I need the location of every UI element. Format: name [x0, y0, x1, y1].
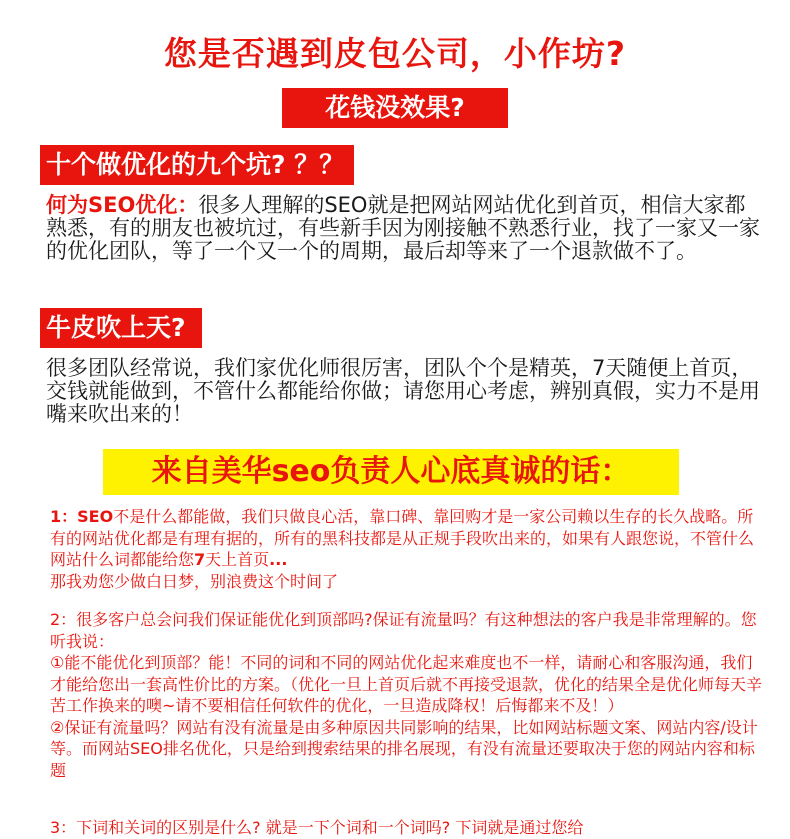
item-1-number: 1：: [50, 507, 78, 526]
item-1-seo: SEO: [77, 507, 114, 526]
page-headline: 您是否遇到皮包公司，小作坊?: [163, 34, 627, 73]
item-2-intro: 2：很多客户总会问我们保证能优化到顶部吗?保证有流量吗？有这种想法的客户我是非常理解的。您听我说：: [50, 610, 757, 651]
item-1-text-c: 那我劝您少做白日梦，别浪费这个时间了: [50, 571, 339, 591]
banner-bragging: 牛皮吹上天?: [40, 308, 202, 348]
item-1-text-b: 天上首页: [205, 550, 270, 569]
item-3-paragraph: 3：下词和关词的区别是什么? 就是一下个词和一个词吗? 下词就是通过您给: [50, 818, 584, 837]
seo-definition-paragraph: [46, 194, 766, 263]
seo-definition-text: 很多人理解的SEO就是把网站网站优化到首页，相信大家都熟悉，有的朋友也被坑过，有些新手因为刚接触不熟悉行业，找了一家又一家的优化团队，等了一个又一个的周期，最后却等来了一个退款做不了。: [46, 193, 760, 263]
banner-no-effect: 花钱没效果?: [282, 88, 508, 128]
item-1-ellipsis: ...: [269, 550, 288, 569]
banner-sincere-words: 来自美华seo负责人心底真诚的话：: [103, 449, 679, 495]
item-2-point-2: ②保证有流量吗？网站有没有流量是由多种原因共同影响的结果，比如网站标题文案、网站内容/设计等。而网站SEO排名优化，只是给到搜索结果的排名展现，有没有流量还要取决于您的网站内容和标题: [50, 717, 758, 780]
item-2-paragraph: [50, 609, 766, 781]
bragging-paragraph: 很多团队经常说，我们家优化师很厉害，团队个个是精英，7天随便上首页，交钱就能做到，不管什么都能给你做；请您用心考虑，辨别真假，实力不是用嘴来吹出来的！: [46, 356, 760, 426]
item-1-seven: 7: [194, 550, 206, 569]
item-2-point-1: ①能不能优化到顶部？能！不同的词和不同的网站优化起来难度也不一样，请耐心和客服沟通，我们才能给您出一套高性价比的方案。（优化一旦上首页后就不再接受退款，优化的结果全是优化师每天辛苦工作换来的噢~请不要相信任何软件的优化，一旦造成降权！后悔都来不及！）: [50, 653, 763, 715]
item-1-text-a: 不是什么都能做，我们只做良心活，靠口碑、靠回购才是一家公司赖以生存的长久战略。所有的网站优化都是有理有据的，所有的黑科技都是从正规手段吹出来的，如果有人跟您说，不管什么网站什么词都能给您: [50, 507, 755, 569]
banner-pitfalls: 十个做优化的九个坑? ？？: [40, 145, 354, 185]
seo-definition-label: 何为SEO优化：: [46, 193, 199, 217]
item-1-paragraph: [50, 506, 766, 592]
